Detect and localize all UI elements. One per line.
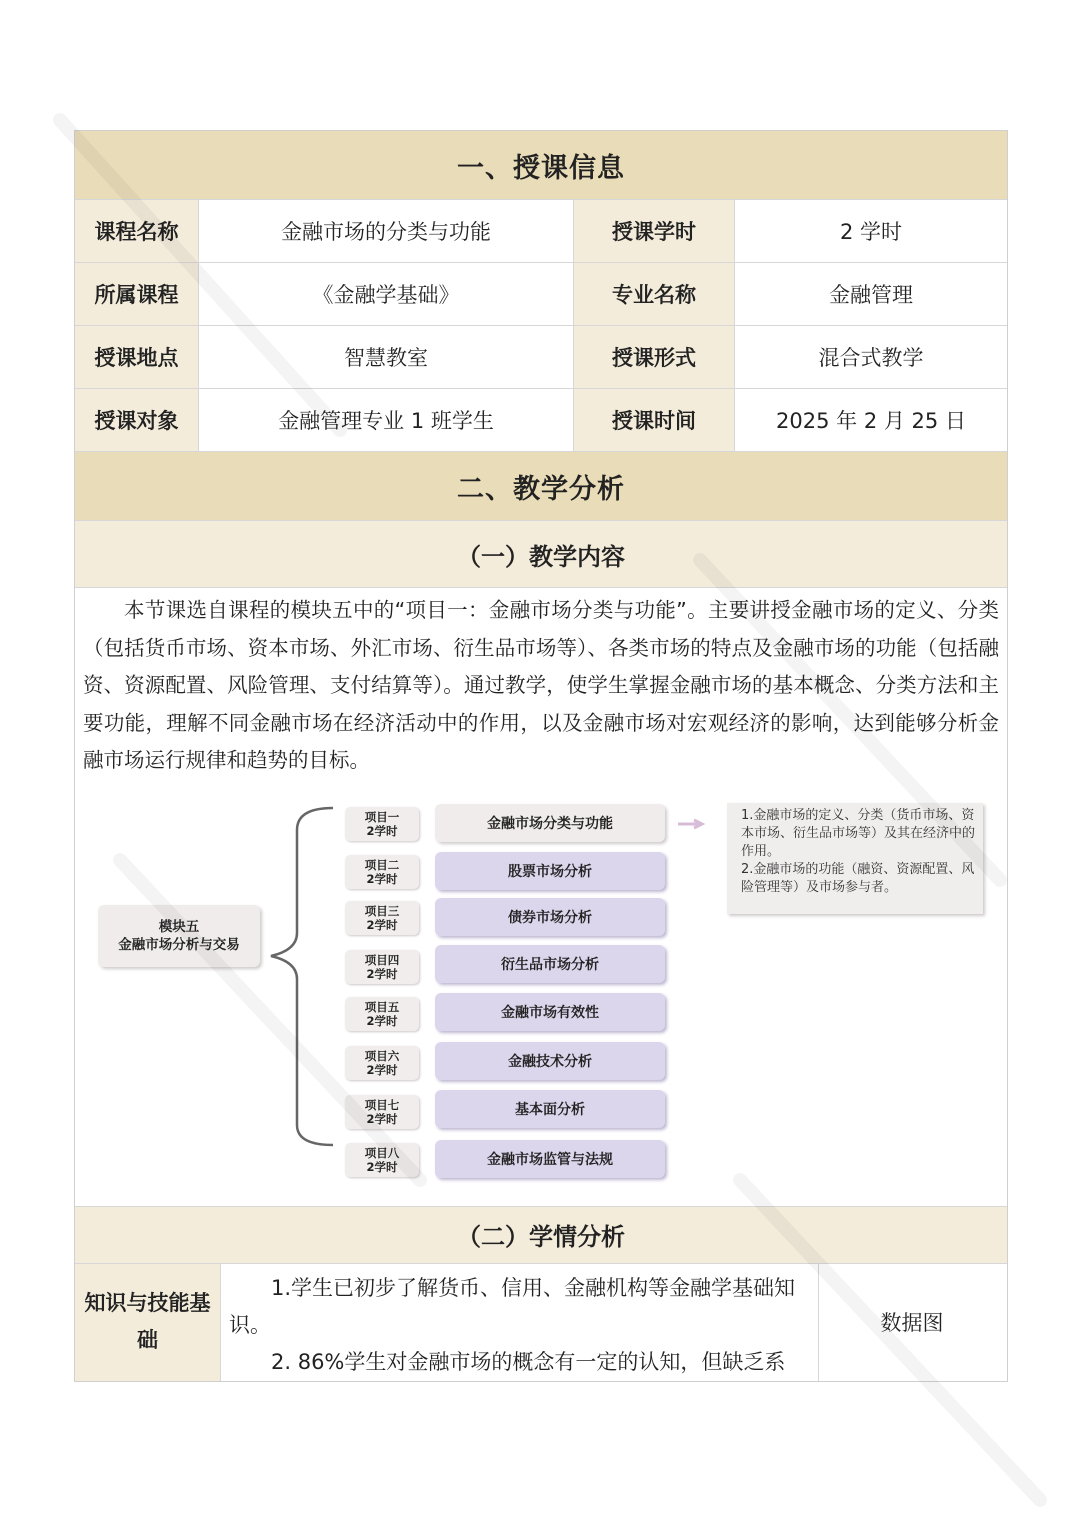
info-value: 金融管理专业 1 班学生 xyxy=(199,389,574,451)
project-tag xyxy=(345,1095,419,1129)
section-2-title: 二、教学分析 xyxy=(75,452,1007,521)
project-tag xyxy=(345,1143,419,1177)
knowledge-point: 1.学生已初步了解货币、信用、金融机构等金融学基础知识。 xyxy=(229,1275,796,1337)
project-title-box: 金融市场有效性 xyxy=(435,993,665,1031)
project-tag xyxy=(345,1046,419,1080)
info-label: 专业名称 xyxy=(574,263,735,325)
info-label: 授课学时 xyxy=(574,200,735,262)
student-analysis-row xyxy=(75,1264,1007,1381)
info-label: 课程名称 xyxy=(75,200,199,262)
info-value: 智慧教室 xyxy=(199,326,574,388)
subsection-student-title: （二）学情分析 xyxy=(75,1207,1007,1264)
info-row xyxy=(75,326,1007,389)
content-paragraph-block xyxy=(75,588,1007,790)
project-name: 项目七 xyxy=(364,1097,400,1112)
lesson-plan-table xyxy=(74,130,1008,1382)
project-tag xyxy=(345,855,419,889)
module-diagram xyxy=(75,790,1007,1207)
note-line: 1.金融市场的定义、分类（货币市场、资本市场、衍生品市场等）及其在经济中的作用。 xyxy=(741,807,976,859)
info-value: 混合式教学 xyxy=(818,346,924,370)
project-tag xyxy=(345,901,419,935)
info-row xyxy=(75,389,1007,452)
knowledge-point: 2. 86%学生对金融市场的概念有一定的认知，但缺乏系 xyxy=(271,1349,786,1374)
info-label: 授课时间 xyxy=(574,389,735,451)
info-label: 授课地点 xyxy=(75,326,199,388)
knowledge-text xyxy=(221,1264,819,1381)
info-label: 授课形式 xyxy=(574,326,735,388)
project-title-box: 金融市场分类与功能 xyxy=(435,804,665,842)
project-name: 项目六 xyxy=(364,1048,400,1063)
info-value: 2 学时 xyxy=(839,220,903,244)
project-hours: 2学时 xyxy=(366,1159,398,1174)
project-tag xyxy=(345,807,419,841)
subsection-content-title: （一）教学内容 xyxy=(75,521,1007,588)
info-value: 金融管理 xyxy=(829,283,913,307)
module-subtitle: 金融市场分析与交易 xyxy=(118,936,240,953)
data-chart-placeholder: 数据图 xyxy=(880,1311,944,1335)
info-row xyxy=(75,200,1007,263)
info-label: 授课对象 xyxy=(75,389,199,451)
project-hours: 2学时 xyxy=(366,917,398,932)
note-line: 2.金融市场的功能（融资、资源配置、风险管理等）及市场参与者。 xyxy=(741,861,975,895)
project-one-note xyxy=(727,803,983,914)
project-name: 项目五 xyxy=(364,999,400,1014)
project-name: 项目八 xyxy=(364,1145,400,1160)
project-name: 项目四 xyxy=(364,952,400,967)
project-hours: 2学时 xyxy=(366,823,398,838)
info-value: 金融市场的分类与功能 xyxy=(199,200,574,262)
project-name: 项目一 xyxy=(364,809,400,824)
project-title-box: 债券市场分析 xyxy=(435,898,665,936)
info-value: 2025 年 2 月 25 日 xyxy=(776,409,966,433)
project-hours: 2学时 xyxy=(366,871,398,886)
project-name: 项目二 xyxy=(364,857,400,872)
info-value: 《金融学基础》 xyxy=(199,263,574,325)
project-name: 项目三 xyxy=(364,903,400,918)
info-label: 所属课程 xyxy=(75,263,199,325)
project-title-box: 衍生品市场分析 xyxy=(435,945,665,983)
project-tag xyxy=(345,950,419,984)
project-hours: 2学时 xyxy=(366,1062,398,1077)
project-hours: 2学时 xyxy=(366,966,398,981)
project-title-box: 股票市场分析 xyxy=(435,852,665,890)
project-title-box: 金融市场监管与法规 xyxy=(435,1140,665,1178)
project-title-box: 金融技术分析 xyxy=(435,1042,665,1080)
info-row xyxy=(75,263,1007,326)
knowledge-label: 知识与技能基础 xyxy=(75,1264,221,1381)
module-five-box xyxy=(98,905,260,967)
content-paragraph: 本节课选自课程的模块五中的“项目一：金融市场分类与功能”。主要讲授金融市场的定义、分类（包括货币市场、资本市场、外汇市场、衍生品市场等）、各类市场的特点及金融市场的功能（包括融资、资源配置、风险管理、支付结算等）。通过教学，使学生掌握金融市场的基本概念、分类方法和主要功能，理解不同金融市场在经济活动中的作用，以及金融市场对宏观经济的影响，达到能够分析金融市场运行规律和趋势的目标。 xyxy=(83,598,999,772)
section-1-title: 一、授课信息 xyxy=(75,131,1007,200)
project-hours: 2学时 xyxy=(366,1013,398,1028)
project-title-box: 基本面分析 xyxy=(435,1090,665,1128)
project-tag xyxy=(345,997,419,1031)
project-hours: 2学时 xyxy=(366,1111,398,1126)
module-title: 模块五 xyxy=(158,918,200,935)
